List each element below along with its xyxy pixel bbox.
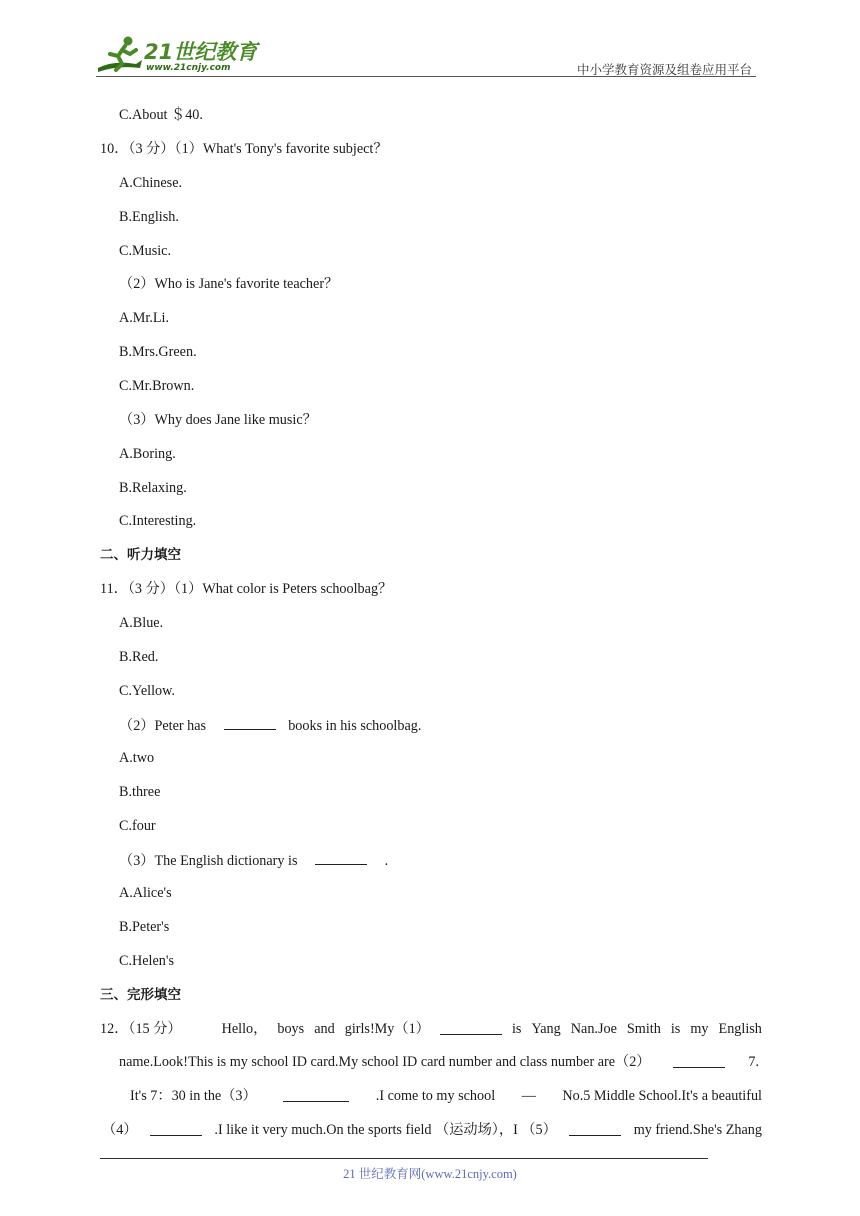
logo <box>96 34 266 78</box>
q11-1-option-a: A.Blue. <box>119 615 164 631</box>
q12-text: It's 7：30 in the（3） <box>130 1088 257 1104</box>
section-heading-cloze: 三、完形填空 <box>100 987 181 1003</box>
q11-2-option-a: A.two <box>119 750 155 766</box>
q11-2-stem-post: books in his schoolbag. <box>288 718 422 734</box>
q12-number: 12．（15 分） <box>100 1021 182 1037</box>
header-platform-title: 中小学教育资源及组卷应用平台 <box>576 62 752 77</box>
q10-3-stem: （3）Why does Jane like music？ <box>119 412 317 428</box>
q11-3-stem-pre: （3）The English dictionary is <box>119 853 298 869</box>
q10-2-option-c: C.Mr.Brown. <box>119 378 195 394</box>
q11-3-stem-post: . <box>384 853 389 869</box>
logo-text: 21世纪教育 <box>144 40 258 64</box>
q12-word: English <box>718 1021 762 1037</box>
q12-line-3 <box>130 1087 762 1105</box>
q11-3-option-a: A.Alice's <box>119 885 172 901</box>
q10-3-option-c: C.Interesting. <box>119 513 197 529</box>
page-header <box>96 30 756 80</box>
q12-text: 7. <box>748 1054 759 1070</box>
q12-word: Yang <box>531 1021 561 1037</box>
q10-1-option-b: B.English. <box>119 209 179 225</box>
q11-1-option-c: C.Yellow. <box>119 683 175 699</box>
q10-3-option-b: B.Relaxing. <box>119 480 187 496</box>
footer-site-link[interactable]: 21 世纪教育网(www.21cnjy.com) <box>343 1167 517 1181</box>
q10-stem: 10．（3 分）（1）What's Tony's favorite subject？ <box>100 141 388 157</box>
q10-2-stem: （2）Who is Jane's favorite teacher？ <box>119 276 339 292</box>
q11-2-stem-pre: （2）Peter has <box>119 718 207 734</box>
answer-blank-1[interactable] <box>440 1020 502 1035</box>
q12-text: .I come to my school <box>375 1088 496 1104</box>
q9-option-c: C.About ＄40. <box>119 107 203 123</box>
q11-1-option-b: B.Red. <box>119 649 159 665</box>
q11-3-stem <box>119 850 388 870</box>
q12-word: my <box>690 1021 709 1037</box>
answer-blank[interactable] <box>315 850 367 865</box>
q12-word: and <box>314 1021 335 1037</box>
answer-blank-5[interactable] <box>569 1121 621 1136</box>
answer-blank-3[interactable] <box>283 1087 349 1102</box>
q10-1-option-a: A.Chinese. <box>119 175 183 191</box>
q12-text: my friend.She's Zhang <box>633 1122 762 1138</box>
q11-stem: 11．（3 分）（1）What color is Peters schoolbag？ <box>100 581 393 597</box>
answer-blank[interactable] <box>224 715 276 730</box>
q12-word: Nan.Joe <box>570 1021 617 1037</box>
footer-divider <box>100 1158 708 1159</box>
q12-line-4 <box>102 1121 762 1139</box>
q12-text: （4） <box>102 1122 138 1138</box>
q11-3-option-c: C.Helen's <box>119 953 174 969</box>
q11-2-option-c: C.four <box>119 818 156 834</box>
runner-icon <box>96 34 144 78</box>
answer-blank-2[interactable] <box>673 1053 725 1068</box>
q12-word: is <box>670 1021 681 1037</box>
q12-word: boys <box>277 1021 305 1037</box>
answer-blank-4[interactable] <box>150 1121 202 1136</box>
q12-line-1 <box>100 1020 762 1038</box>
q12-word: is <box>511 1021 522 1037</box>
q10-1-option-c: C.Music. <box>119 243 172 259</box>
section-heading-listening-fill: 二、听力填空 <box>100 547 181 563</box>
q12-line-2 <box>119 1053 759 1071</box>
q11-3-option-b: B.Peter's <box>119 919 170 935</box>
logo-url: www.21cnjy.com <box>146 63 231 73</box>
q11-2-stem <box>119 715 421 735</box>
q11-2-option-b: B.three <box>119 784 161 800</box>
q12-word: girls!My（1） <box>344 1021 430 1037</box>
q10-3-option-a: A.Boring. <box>119 446 176 462</box>
q12-dash: — <box>521 1088 536 1104</box>
q12-text: .I like it very much.On the sports field （运动场），I （5） <box>214 1122 557 1138</box>
header-divider <box>96 76 756 77</box>
q12-word: Smith <box>626 1021 661 1037</box>
q10-2-option-b: B.Mrs.Green. <box>119 344 197 360</box>
q10-2-option-a: A.Mr.Li. <box>119 310 170 326</box>
q12-word: Hello， <box>221 1021 268 1037</box>
q12-text: No.5 Middle School.It's a beautiful <box>562 1088 762 1104</box>
q12-text: name.Look!This is my school ID card.My school ID card number and class number are（2） <box>119 1054 651 1070</box>
